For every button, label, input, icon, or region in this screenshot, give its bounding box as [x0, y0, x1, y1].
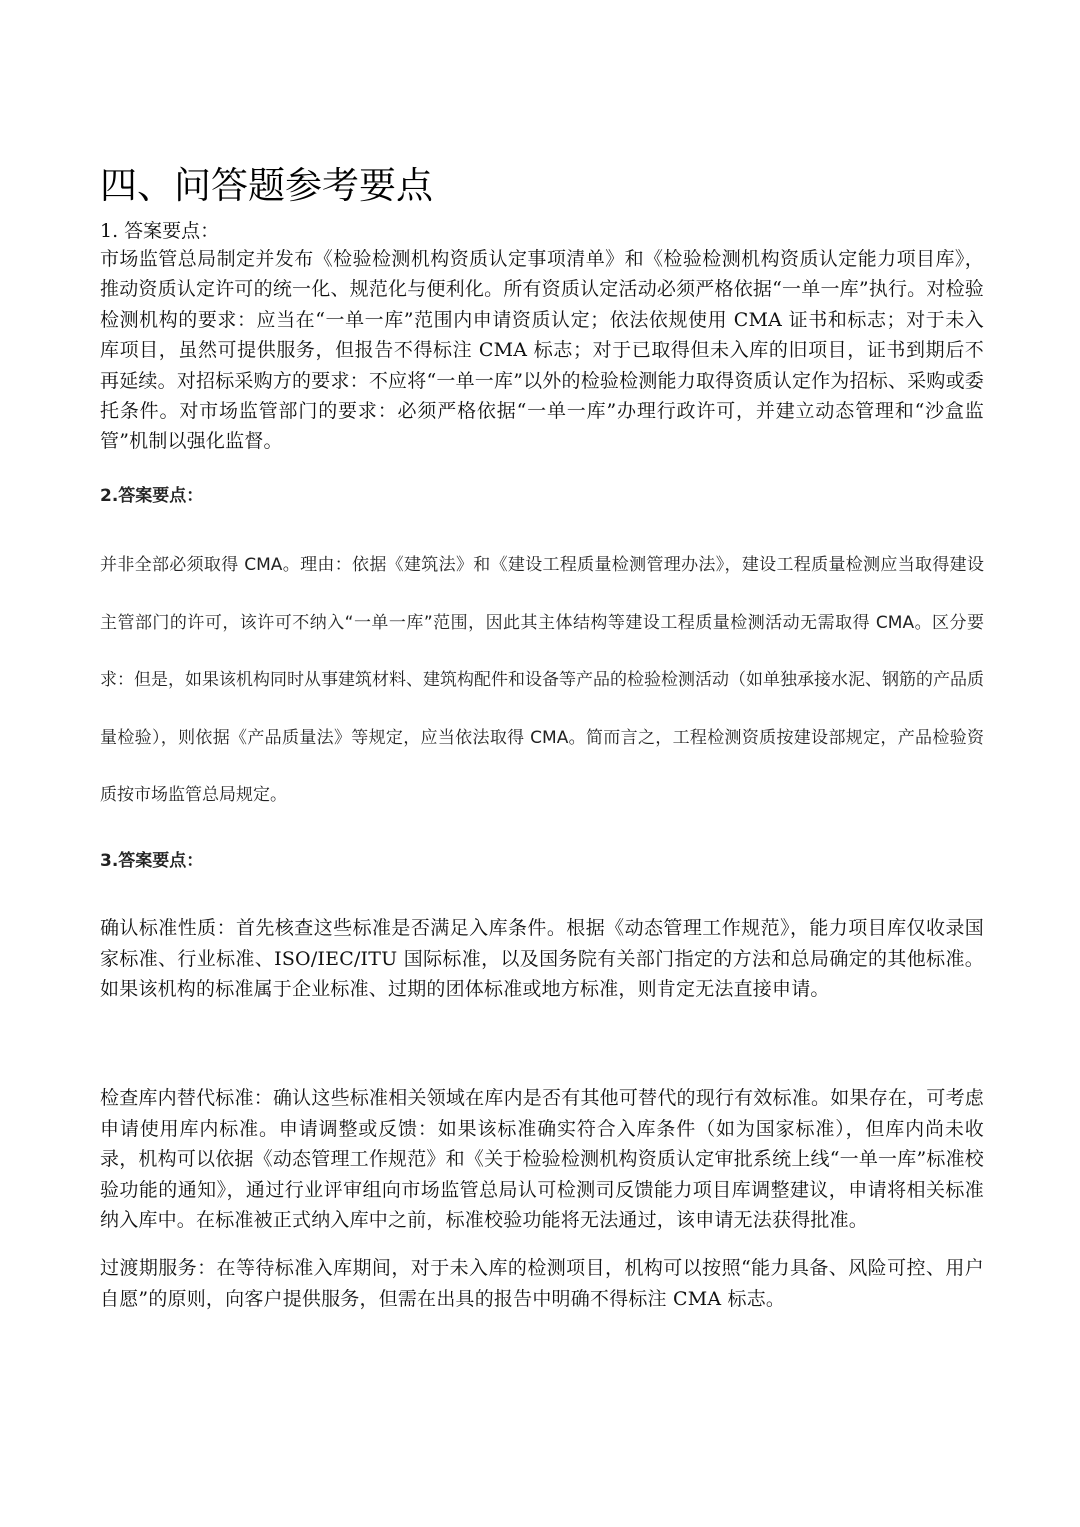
section-3-paragraph-transition-service: 过渡期服务：在等待标准入库期间，对于未入库的检测项目，机构可以按照“能力具备、风险可控、用户自愿”的原则，向客户提供服务，但需在出具的报告中明确不得标注 CMA 标志。 [100, 1257, 984, 1310]
section-1-body: 市场监管总局制定并发布《检验检测机构资质认定事项清单》和《检验检测机构资质认定能力项目库》，推动资质认定许可的统一化、规范化与便利化。所有资质认定活动必须严格依据“一单一库”执行。对检验检测机构的要求：应当在“一单一库”范围内申请资质认定；依法依规使用 CMA 证书和标志；对于未入库项目，虽然可提供服务，但报告不得标注 CMA 标志；对于已取得但未入库的旧项目，证书到期后不再延续。对招标采购方的要求：不应将“一单一库”以外的检验检测能力取得资质认定作为招标、采购或委托条件。对市场监管部门的要求：必须严格依据“一单一库”办理行政许可，并建立动态管理和“沙盒监管”机制以强化监督。 [100, 248, 984, 453]
page-title: 四、问答题参考要点 [100, 164, 433, 207]
section-2-body: 并非全部必须取得 CMA。理由：依据《建筑法》和《建设工程质量检测管理办法》，建设工程质量检测应当取得建设主管部门的许可，该许可不纳入“一单一库”范围，因此其主体结构等建设工程质量检测活动无需取得 CMA。区分要求：但是，如果该机构同时从事建筑材料、建筑构配件和设备等产品的检验检测活动（如单独承接水泥、钢筋的产品质量检验），则依据《产品质量法》等规定，应当依法取得 CMA。简而言之，工程检测资质按建设部规定，产品检验资质按市场监管总局规定。 [100, 555, 984, 805]
section-3-paragraph-check-alternatives: 检查库内替代标准：确认这些标准相关领域在库内是否有其他可替代的现行有效标准。如果存在，可考虑申请使用库内标准。申请调整或反馈：如果该标准确实符合入库条件（如为国家标准），但库内尚未收录，机构可以依据《动态管理工作规范》和《关于检验检测机构资质认定审批系统上线“一单一库”标准校验功能的通知》，通过行业评审组向市场监管总局认可检测司反馈能力项目库调整建议，申请将相关标准纳入库中。在标准被正式纳入库中之前，标准校验功能将无法通过，该申请无法获得批准。 [100, 1087, 984, 1231]
section-3-heading: 3.答案要点： [100, 851, 204, 871]
section-1-heading: 1. 答案要点： [100, 220, 220, 242]
section-2-heading: 2.答案要点： [100, 486, 204, 506]
section-3-paragraph-confirm-standard: 确认标准性质：首先核查这些标准是否满足入库条件。根据《动态管理工作规范》，能力项目库仅收录国家标准、行业标准、ISO/IEC/ITU 国际标准，以及国务院有关部门指定的方法和总局确定的其他标准。如果该机构的标准属于企业标准、过期的团体标准或地方标准，则肯定无法直接申请。 [100, 917, 984, 1000]
